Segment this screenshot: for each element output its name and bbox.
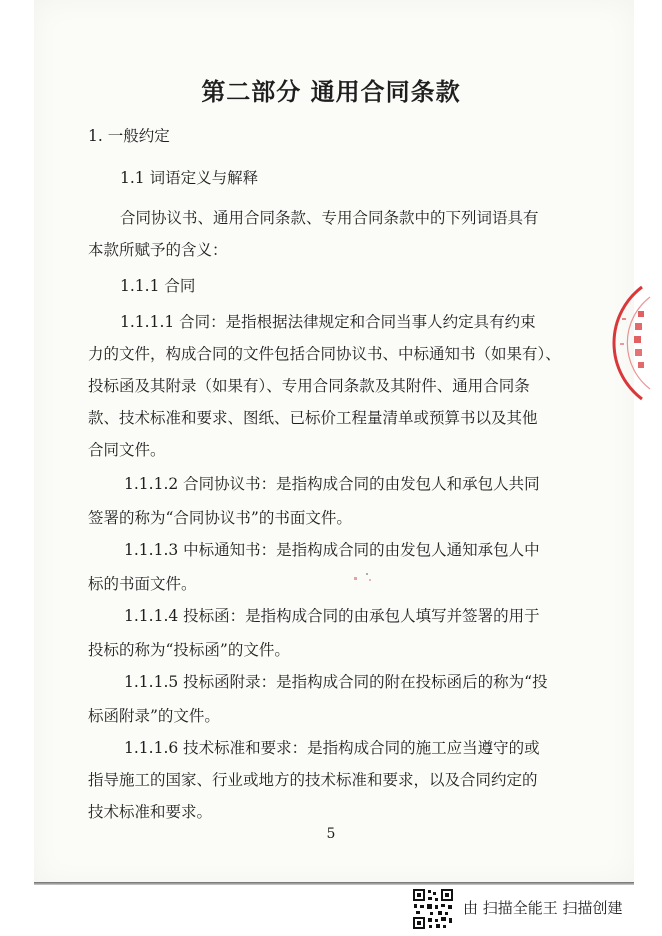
- page-edge-shadow: [34, 882, 634, 885]
- red-seal-stamp: [602, 283, 662, 403]
- clause-1116-line-2: 指导施工的国家、行业或地方的技术标准和要求，以及合同约定的: [88, 771, 538, 789]
- clause-1111-line-3: 投标函及其附录（如果有）、专用合同条款及其附件、通用合同条: [88, 377, 530, 395]
- clause-1111-line-4: 款、技术标准和要求、图纸、已标价工程量清单或预算书以及其他: [88, 409, 538, 427]
- clause-1114-line-1: 1.1.1.4 投标函：是指构成合同的由承包人填写并签署的用于: [124, 607, 540, 625]
- clause-1111-line-5: 合同文件。: [88, 441, 166, 459]
- clause-1114-line-2: 投标的称为“投标函”的文件。: [88, 641, 290, 659]
- clause-1115-line-1: 1.1.1.5 投标函附录：是指构成合同的附在投标函后的称为“投: [124, 673, 548, 691]
- page-number: 5: [326, 826, 336, 842]
- clause-1113-line-1: 1.1.1.3 中标通知书：是指构成合同的由发包人通知承包人中: [124, 541, 540, 559]
- clause-1111-line-2: 力的文件，构成合同的文件包括合同协议书、中标通知书（如果有）、: [88, 345, 561, 363]
- clause-heading: 1.1.1 合同: [120, 277, 196, 295]
- subsection-heading: 1.1 词语定义与解释: [120, 169, 259, 187]
- intro-paragraph-line-2: 本款所赋予的含义：: [88, 241, 228, 259]
- clause-1111-line-1: 1.1.1.1 合同：是指根据法律规定和合同当事人约定具有约束: [120, 313, 536, 331]
- clause-1112-line-2: 签署的称为“合同协议书”的书面文件。: [88, 509, 352, 527]
- clause-1115-line-2: 标函附录”的文件。: [88, 707, 220, 725]
- stray-mark: [352, 570, 374, 584]
- scanner-watermark-text: 由 扫描全能王 扫描创建: [463, 899, 623, 917]
- section-heading: 1. 一般约定: [88, 127, 170, 145]
- clause-1112-line-1: 1.1.1.2 合同协议书：是指构成合同的由发包人和承包人共同: [124, 475, 540, 493]
- intro-paragraph-line-1: 合同协议书、通用合同条款、专用合同条款中的下列词语具有: [120, 209, 539, 227]
- clause-1116-line-1: 1.1.1.6 技术标准和要求：是指构成合同的施工应当遵守的或: [124, 739, 540, 757]
- clause-1116-line-3: 技术标准和要求。: [88, 803, 213, 821]
- qr-code-icon: [412, 888, 454, 930]
- clause-1113-line-2: 标的书面文件。: [88, 575, 197, 593]
- document-title: 第二部分 通用合同条款: [201, 78, 461, 106]
